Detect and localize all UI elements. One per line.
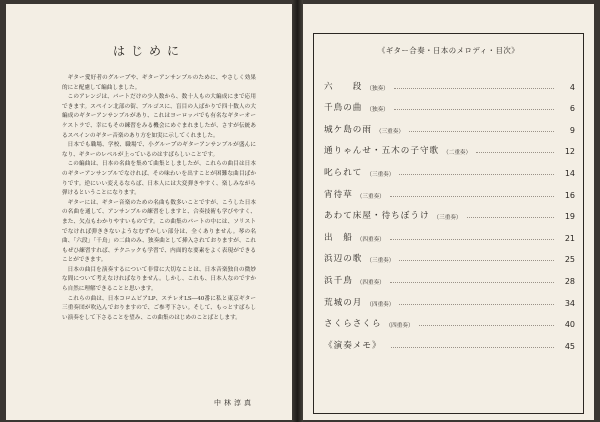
toc-entry [314, 113, 583, 135]
toc-dot-leader [467, 216, 554, 218]
preface-paragraph: 日本の曲目を演奏するについて非常に大切なことは、日本音楽独自の微妙な間について考えなければなりません。しかし、これも、日本人なのですから自然に理解できることと思います。 [62, 266, 256, 293]
toc-entry-page-number: 12 [564, 147, 575, 157]
toc-entry-title: 叱られて [324, 167, 363, 178]
toc-entry-page-number: 14 [564, 168, 575, 178]
toc-entry-page-number: 45 [564, 341, 575, 351]
left-page [6, 4, 292, 420]
toc-entry-title: さくらさくら [324, 319, 382, 330]
toc-entry-page-number: 34 [564, 298, 575, 308]
toc-entry-note: （四重奏） [366, 301, 395, 308]
toc-entry-note: （三重奏） [375, 128, 404, 135]
toc-entry [314, 178, 583, 200]
toc-entry-page-number: 4 [569, 82, 575, 92]
toc-entry-page-number: 16 [564, 190, 575, 200]
toc-entry-page-number: 21 [564, 233, 575, 243]
toc-entry-page-number: 6 [569, 104, 575, 114]
toc-entry-title: 六 段 [324, 81, 363, 92]
toc-dot-leader [409, 130, 554, 132]
toc-dot-leader [394, 108, 554, 110]
toc-dot-leader [399, 259, 554, 261]
book-gutter [292, 0, 303, 422]
preface-paragraph: ギターには、ギター音楽のための名曲も数多いことですが、こうした日本の名曲を通して、アンサンブルの練習をしますと、合奏技術も学びやすく、また、欠点もわかりやすいものです。この曲集のパートの中には、ソリストでなければ弾ききないようなむずかしい部分は、全くありません。琴の名曲、「六段」「千鳥」の二曲のみ、独奏曲として挿入されておりますが、これもぜひ練習すれば、テクニックも学習で、内面的な要素をよく表現ができることができます。 [62, 199, 256, 264]
toc-entry [314, 70, 583, 92]
toc-dot-leader [390, 195, 554, 197]
toc-entry [314, 308, 583, 330]
preface-title: はじめに [112, 44, 185, 58]
preface-paragraph: これらの曲は、日本コロムビアLP、ステレオLS—40番に私と東京ギター三重奏団が吹込んでおりますので、ご参考下さい。そして、もっとすばらしい演奏をして下さることを望み、この曲集のはじめのことばとします。 [62, 295, 256, 321]
toc-dot-leader [476, 151, 554, 153]
toc-dot-leader [391, 346, 554, 348]
toc-dot-leader [394, 87, 554, 89]
toc-entry-note: （二重奏） [443, 150, 472, 157]
toc-entry [314, 243, 583, 265]
toc-entry [314, 200, 583, 222]
toc-dot-leader [399, 173, 554, 175]
toc-entry [314, 221, 583, 243]
preface-paragraph: 日本でも職場、学校、職場で、小グループのギターアンサンブルが盛んになり、ギターのレベルが上っているのはすばらしいことです。 [62, 142, 256, 158]
toc-entry-title: 《演奏メモ》 [324, 340, 382, 351]
toc-entry-title: あわて床屋・待ちぼうけ [324, 211, 430, 222]
toc-entry-note: （四重奏） [356, 279, 385, 286]
toc-entry [314, 329, 583, 351]
toc-dot-leader [390, 238, 554, 240]
toc-entry-title: 通りゃんせ・五木の子守歌 [324, 146, 440, 157]
toc-entry-note: （四重奏） [385, 323, 414, 330]
right-page [303, 4, 594, 420]
toc-entry-title: 宵待草 [324, 189, 353, 200]
toc-entry [314, 286, 583, 308]
preface-author: 中林淳真 [214, 399, 254, 407]
toc-entry-note: （三重奏） [356, 193, 385, 200]
toc-heading: 《ギター合奏・日本のメロディ・目次》 [377, 46, 520, 55]
toc-entry-title: 荒城の月 [324, 297, 363, 308]
toc-entry-note: （独奏） [366, 107, 389, 114]
toc-entry-page-number: 28 [564, 276, 575, 286]
toc-entry-title: 城ケ島の雨 [324, 124, 372, 135]
toc-entry-title: 千鳥の曲 [324, 103, 363, 114]
toc-entry-note: （三重奏） [366, 258, 395, 265]
toc-entry-note: （三重奏） [366, 171, 395, 178]
toc-entry-page-number: 19 [564, 212, 575, 222]
toc-entry-title: 浜千鳥 [324, 275, 353, 286]
toc-entry-note: （四重奏） [356, 236, 385, 243]
toc-entry-page-number: 40 [564, 320, 575, 330]
toc-dot-leader [399, 303, 554, 305]
toc-frame [313, 33, 584, 414]
toc-entry-title: 出 船 [324, 232, 353, 243]
preface-paragraph: ギター愛好者のグループや、ギターアンサンブルのために、やさしく効果的にと配慮して編曲しました。 [62, 75, 256, 91]
toc-entry [314, 92, 583, 114]
toc-entry-page-number: 9 [569, 125, 575, 135]
preface-paragraph: このアレンジは、パートだけの少人数から、数十人もの大編成にまで応用できます。スペイン北部の街、ブルゴスに、盲目の人ばかりで四十数人の大編成のギターアンサンブルがあり、これはヨーロッパでも有名なギターオーケストラで、幸にもその練習をみる機会にめぐまれましたが、さすが伝統あるスペインのギター音楽のあり方を如実に示してくれました。 [62, 94, 256, 139]
toc-dot-leader [390, 281, 554, 283]
toc-list [314, 70, 583, 351]
preface-body [62, 74, 256, 323]
toc-entry-note: （独奏） [366, 85, 389, 92]
toc-entry [314, 156, 583, 178]
toc-entry-title: 浜辺の歌 [324, 254, 363, 265]
preface-paragraph: この編曲は、日本の名曲を集めて曲集としましたが、これらの曲目は日本のギターアンサンブルでなければ、その味わいを出すことが困難な曲目ばかりです。逆にいい変えるならば、日本人には大変弾きやすく、楽しみながら弾けるということになります。 [62, 161, 256, 197]
toc-entry-page-number: 25 [564, 255, 575, 265]
toc-entry [314, 264, 583, 286]
toc-dot-leader [419, 324, 554, 326]
toc-entry-note: （三重奏） [433, 215, 462, 222]
toc-entry [314, 135, 583, 157]
